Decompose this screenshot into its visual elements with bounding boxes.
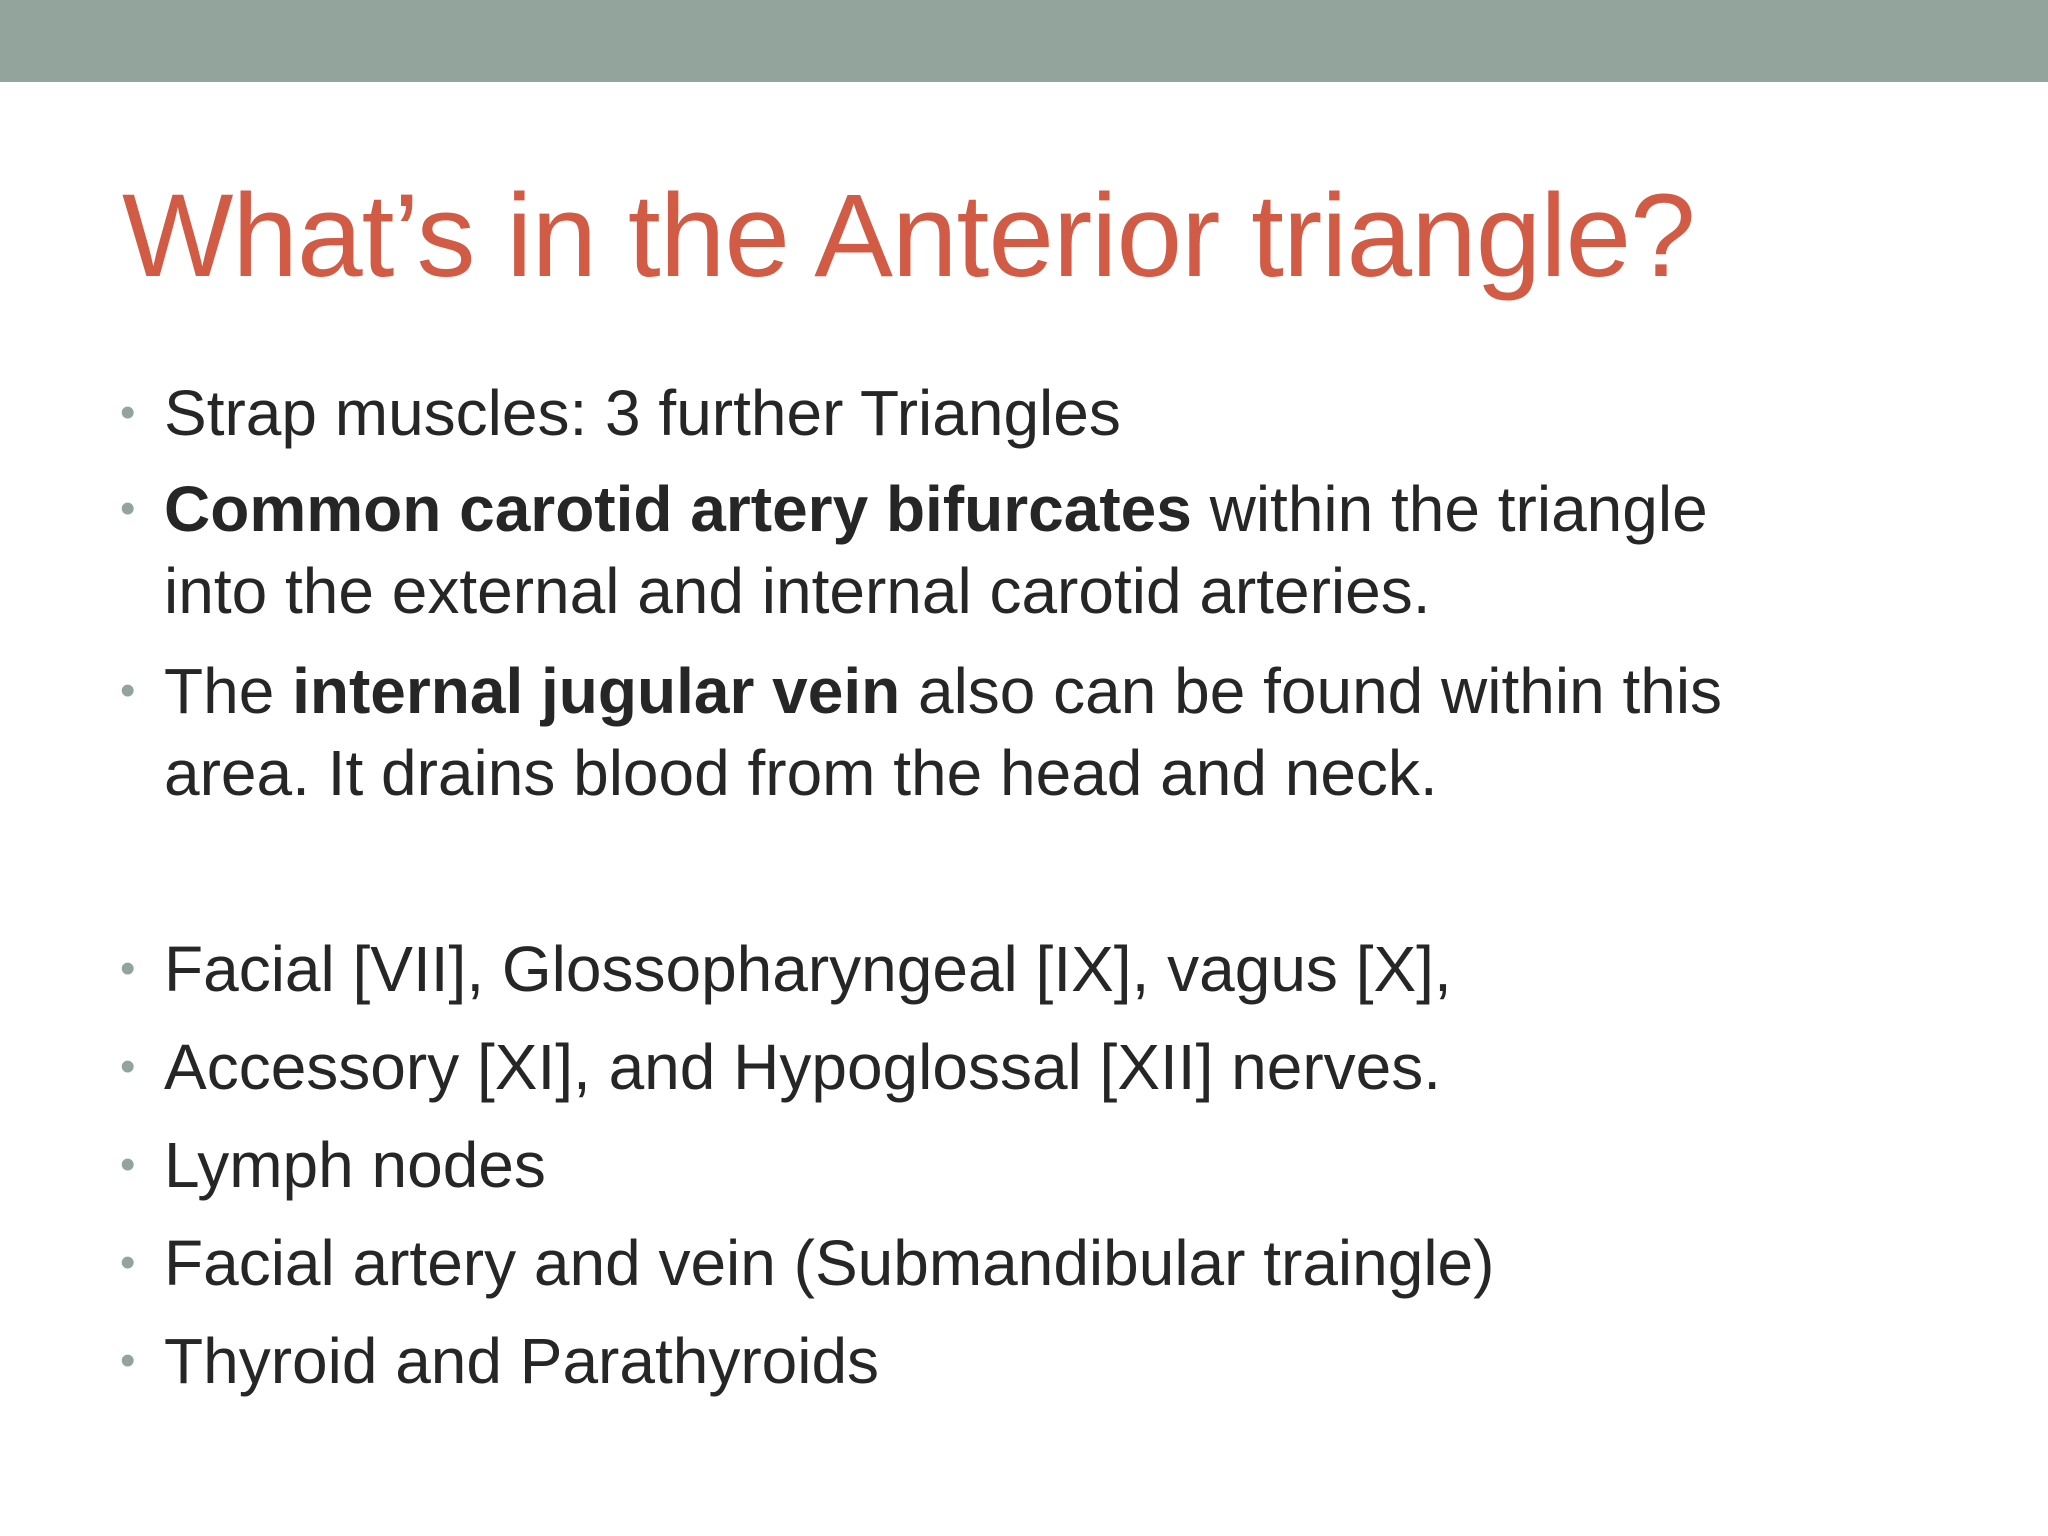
bullet-text: Facial artery and vein (Submandibular traingle) xyxy=(164,1227,1495,1299)
bullet-text: Facial [VII], Glossopharyngeal [IX], vagus [X], xyxy=(164,933,1452,1005)
bullet-item xyxy=(120,1320,1884,1402)
bullet-text: Accessory [XI], and Hypoglossal [XII] nerves. xyxy=(164,1031,1441,1103)
bullet-text: The xyxy=(164,655,293,727)
bullet-text: within the triangle xyxy=(1191,473,1708,545)
slide-title: What’s in the Anterior triangle? xyxy=(122,170,1695,302)
bullet-text-line xyxy=(164,468,1884,550)
bullet-dot-icon: • xyxy=(120,1042,136,1091)
bullet-text: Strap muscles: 3 further Triangles xyxy=(164,377,1121,449)
bullet-dot-icon: • xyxy=(120,1238,136,1287)
bullet-dot-icon: • xyxy=(120,388,136,437)
bullet-item xyxy=(120,468,1884,632)
bullet-dot-icon: • xyxy=(120,484,136,533)
bullet-text: also can be found within this xyxy=(900,655,1723,727)
bullet-item xyxy=(120,650,1884,814)
bullet-dot-icon: • xyxy=(120,1336,136,1385)
bullet-dot-icon: • xyxy=(120,666,136,715)
bullet-item xyxy=(120,372,1884,454)
bullet-item xyxy=(120,928,1884,1010)
bullet-text: Lymph nodes xyxy=(164,1129,546,1201)
bullet-text-line xyxy=(164,650,1884,732)
bold-term: Common carotid artery bifurcates xyxy=(164,473,1192,545)
bold-term: internal jugular vein xyxy=(292,655,901,727)
bullet-dot-icon: • xyxy=(120,1140,136,1189)
bullet-item xyxy=(120,1026,1884,1108)
bullet-text: area. It drains blood from the head and neck. xyxy=(164,737,1438,809)
bullet-item xyxy=(120,1222,1884,1304)
bullet-dot-icon: • xyxy=(120,944,136,993)
bullet-text: into the external and internal carotid arteries. xyxy=(164,555,1431,627)
top-accent-bar xyxy=(0,0,2048,82)
bullet-text: Thyroid and Parathyroids xyxy=(164,1325,880,1397)
bullet-item xyxy=(120,1124,1884,1206)
